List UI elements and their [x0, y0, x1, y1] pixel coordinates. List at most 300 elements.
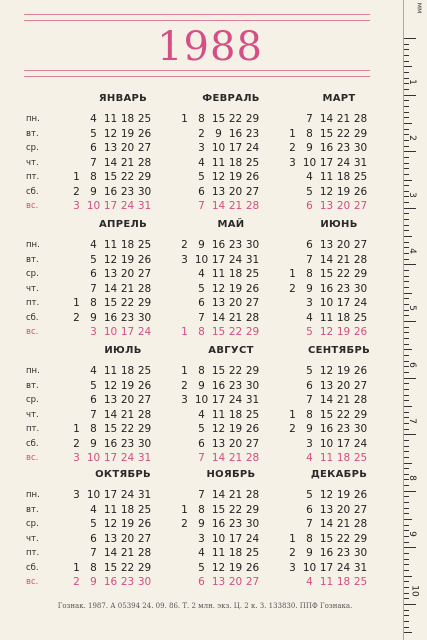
day-number: 16 [103, 311, 118, 324]
ruler-tick [404, 610, 409, 611]
day-number: 22 [228, 326, 243, 338]
day-number: 28 [353, 518, 368, 530]
ruler-number: 8 [406, 474, 417, 481]
weekday-label: чт. [26, 157, 39, 168]
day-number: 10 [86, 200, 101, 212]
day-number: 2 [73, 437, 80, 450]
ruler-tick [404, 496, 409, 497]
weekday-label: пт. [26, 298, 40, 308]
day-number: 26 [137, 518, 152, 530]
day-number: 21 [336, 253, 351, 266]
day-number: 7 [306, 253, 313, 266]
week-row [176, 561, 286, 576]
day-number: 17 [336, 437, 351, 450]
day-number: 15 [319, 408, 334, 421]
week-row [68, 364, 178, 379]
day-number: 14 [103, 156, 118, 169]
day-number: 11 [211, 408, 226, 421]
day-number: 4 [198, 268, 205, 280]
day-number: 10 [319, 297, 334, 309]
ruler-unit: мм [415, 2, 424, 14]
day-number: 9 [198, 239, 205, 251]
day-number: 4 [90, 239, 97, 251]
day-number: 10 [319, 437, 334, 450]
weekday-labels [26, 112, 66, 214]
week-row [68, 127, 178, 142]
day-number: 29 [137, 171, 152, 183]
day-number: 5 [198, 282, 205, 295]
ruler-tick [404, 72, 409, 73]
day-number: 23 [228, 379, 243, 392]
day-number: 21 [120, 547, 135, 559]
week-row [68, 141, 178, 156]
day-number: 9 [306, 547, 313, 559]
day-number: 21 [336, 518, 351, 530]
week-row [284, 437, 394, 452]
week-row [284, 311, 394, 326]
day-number: 18 [336, 311, 351, 324]
month-block [68, 344, 178, 466]
day-number: 2 [73, 311, 80, 324]
day-number: 19 [228, 561, 243, 574]
week-row [284, 253, 394, 268]
day-number: 6 [306, 239, 313, 251]
day-number: 26 [245, 561, 260, 574]
day-number: 10 [211, 142, 226, 154]
month-name: МАЙ [217, 219, 245, 230]
day-number: 31 [245, 394, 260, 406]
day-number: 20 [336, 503, 351, 516]
day-number: 20 [228, 185, 243, 198]
day-number: 27 [137, 532, 152, 545]
day-number: 16 [228, 127, 243, 140]
day-number: 30 [137, 185, 152, 198]
week-row [284, 379, 394, 394]
ruler-tick [404, 315, 409, 316]
weekday-label: вт. [26, 380, 39, 391]
day-number: 27 [137, 394, 152, 406]
week-row [176, 282, 286, 297]
week-row [68, 575, 178, 590]
week-row [176, 141, 286, 156]
day-number: 23 [336, 547, 351, 559]
day-number: 26 [353, 185, 368, 198]
day-number: 8 [306, 268, 313, 280]
day-number: 12 [211, 282, 226, 295]
day-number: 8 [198, 503, 205, 516]
day-number: 8 [306, 408, 313, 421]
day-number: 20 [228, 576, 243, 588]
week-row [176, 156, 286, 171]
day-number: 23 [120, 437, 135, 450]
day-number: 15 [319, 127, 334, 140]
day-number: 22 [336, 127, 351, 140]
day-number: 14 [103, 282, 118, 295]
day-number: 2 [181, 518, 188, 530]
ruler-tick [404, 383, 409, 384]
weekday-label: сб. [26, 186, 39, 197]
day-number: 3 [289, 156, 296, 169]
month-block [284, 344, 394, 466]
day-number: 9 [198, 518, 205, 530]
day-number: 5 [90, 127, 97, 140]
ruler-tick [404, 344, 409, 345]
day-number: 15 [211, 113, 226, 125]
day-number: 12 [319, 185, 334, 198]
week-row [176, 379, 286, 394]
day-number: 5 [198, 171, 205, 183]
day-number: 11 [211, 547, 226, 559]
day-number: 17 [336, 297, 351, 309]
day-number: 22 [228, 113, 243, 125]
ruler-tick [404, 615, 409, 616]
week-row [176, 422, 286, 437]
day-number: 25 [137, 239, 152, 251]
ruler-tick [404, 123, 412, 124]
day-number: 4 [198, 547, 205, 559]
month-block [176, 218, 286, 340]
day-number: 17 [319, 156, 334, 169]
day-number: 18 [336, 452, 351, 464]
day-number: 3 [73, 200, 80, 212]
day-number: 16 [319, 547, 334, 559]
ruler-tick [404, 168, 409, 169]
month-name: ИЮНЬ [320, 219, 358, 230]
ruler-tick [404, 632, 412, 633]
top-rule [24, 14, 370, 15]
day-number: 3 [306, 437, 313, 450]
ruler-tick [404, 547, 416, 548]
day-number: 29 [245, 503, 260, 516]
ruler-tick [404, 576, 412, 577]
week-row [176, 127, 286, 142]
day-number: 5 [306, 489, 313, 501]
month-block [176, 344, 286, 466]
weekday-labels [26, 364, 66, 466]
ruler-tick [404, 270, 409, 271]
day-number: 17 [211, 253, 226, 266]
day-number: 16 [211, 239, 226, 251]
ruler-tick [404, 513, 409, 514]
ruler-tick [404, 219, 409, 220]
day-number: 24 [336, 561, 351, 574]
day-number: 23 [336, 142, 351, 154]
day-number: 15 [103, 561, 118, 574]
day-number: 21 [120, 282, 135, 295]
day-number: 17 [103, 452, 118, 464]
day-number: 20 [228, 297, 243, 309]
weekday-label: сб. [26, 438, 39, 449]
day-number: 6 [90, 394, 97, 406]
ruler-tick [404, 100, 409, 101]
day-number: 29 [353, 532, 368, 545]
ruler-tick [404, 213, 409, 214]
week-row [284, 393, 394, 408]
ruler-tick [404, 208, 416, 209]
ruler-tick [404, 412, 409, 413]
day-number: 19 [228, 423, 243, 435]
day-number: 29 [353, 127, 368, 140]
day-number: 31 [353, 156, 368, 169]
day-number: 22 [120, 423, 135, 435]
day-number: 15 [103, 297, 118, 309]
week-row [176, 546, 286, 561]
ruler-tick [404, 276, 409, 277]
day-number: 20 [336, 379, 351, 392]
ruler-tick [404, 372, 409, 373]
day-number: 26 [245, 423, 260, 435]
day-number: 11 [319, 576, 334, 588]
weekday-label: вт. [26, 128, 39, 139]
day-number: 14 [319, 113, 334, 125]
ruler-tick [404, 378, 416, 379]
ruler-tick [404, 564, 409, 565]
day-number: 23 [336, 282, 351, 295]
day-number: 10 [194, 253, 209, 266]
week-row [68, 561, 178, 576]
day-number: 28 [137, 547, 152, 559]
week-row [284, 112, 394, 127]
day-number: 2 [181, 379, 188, 392]
week-row [176, 517, 286, 532]
week-row [284, 325, 394, 340]
day-number: 5 [306, 326, 313, 338]
day-number: 5 [198, 561, 205, 574]
weekday-label: пн. [26, 366, 40, 376]
day-number: 11 [211, 268, 226, 280]
day-number: 24 [120, 489, 135, 501]
ruler [403, 0, 427, 640]
day-number: 1 [289, 268, 296, 280]
day-number: 6 [198, 185, 205, 198]
day-number: 1 [289, 408, 296, 421]
day-number: 27 [353, 239, 368, 251]
day-number: 15 [103, 423, 118, 435]
day-number: 3 [181, 394, 188, 406]
ruler-number: 10 [409, 585, 420, 597]
day-number: 14 [319, 518, 334, 530]
month-block [284, 468, 394, 590]
day-number: 8 [90, 423, 97, 435]
day-number: 6 [306, 379, 313, 392]
month-block [284, 92, 394, 214]
weekday-label: ср. [26, 269, 39, 279]
ruler-tick [404, 570, 409, 571]
ruler-tick [404, 406, 412, 407]
day-number: 3 [289, 561, 296, 574]
ruler-tick [404, 298, 409, 299]
day-number: 22 [336, 532, 351, 545]
weekday-label: вт. [26, 254, 39, 265]
week-row [176, 170, 286, 185]
day-number: 9 [90, 311, 97, 324]
day-number: 13 [211, 185, 226, 198]
ruler-tick [404, 157, 409, 158]
day-number: 7 [198, 311, 205, 324]
day-number: 2 [73, 185, 80, 198]
day-number: 3 [198, 142, 205, 154]
ruler-tick [404, 202, 409, 203]
day-number: 16 [211, 518, 226, 530]
weekday-label: пн. [26, 240, 40, 250]
day-number: 30 [245, 379, 260, 392]
month-block [68, 218, 178, 340]
day-number: 19 [120, 253, 135, 266]
day-number: 29 [353, 408, 368, 421]
week-row [284, 127, 394, 142]
day-number: 15 [211, 503, 226, 516]
day-number: 28 [353, 394, 368, 406]
ruler-tick [404, 163, 409, 164]
day-number: 26 [245, 282, 260, 295]
day-number: 18 [120, 503, 135, 516]
ruler-tick [404, 581, 409, 582]
week-row [68, 325, 178, 340]
day-number: 2 [289, 547, 296, 559]
ruler-tick [404, 38, 416, 39]
day-number: 19 [336, 365, 351, 377]
day-number: 2 [73, 576, 80, 588]
day-number: 14 [319, 394, 334, 406]
day-number: 28 [353, 113, 368, 125]
weekday-label: вт. [26, 504, 39, 515]
month-name: АВГУСТ [208, 345, 254, 356]
week-row [284, 408, 394, 423]
day-number: 7 [90, 408, 97, 421]
day-number: 18 [228, 408, 243, 421]
day-number: 8 [90, 561, 97, 574]
day-number: 28 [137, 282, 152, 295]
day-number: 29 [245, 365, 260, 377]
day-number: 28 [245, 489, 260, 501]
ruler-tick [404, 327, 409, 328]
weekday-label: чт. [26, 409, 39, 420]
day-number: 12 [211, 171, 226, 183]
day-number: 1 [73, 561, 80, 574]
week-row [68, 112, 178, 127]
day-number: 5 [306, 365, 313, 377]
year-title: 1988 [157, 24, 263, 70]
day-number: 23 [245, 127, 260, 140]
day-number: 19 [336, 326, 351, 338]
day-number: 2 [181, 239, 188, 251]
day-number: 7 [198, 489, 205, 501]
week-row [176, 575, 286, 590]
day-number: 1 [73, 171, 80, 183]
day-number: 21 [228, 489, 243, 501]
day-number: 24 [228, 394, 243, 406]
header-rule [24, 76, 370, 77]
day-number: 30 [137, 437, 152, 450]
week-row [176, 253, 286, 268]
ruler-tick [404, 242, 409, 243]
week-row [284, 238, 394, 253]
week-row [176, 451, 286, 466]
month-name: ЯНВАРЬ [98, 93, 148, 104]
day-number: 27 [353, 379, 368, 392]
week-row [176, 238, 286, 253]
day-number: 5 [90, 253, 97, 266]
ruler-tick [404, 457, 409, 458]
day-number: 1 [181, 503, 188, 516]
week-row [68, 199, 178, 214]
ruler-tick [404, 89, 409, 90]
week-row [176, 199, 286, 214]
day-number: 26 [353, 489, 368, 501]
weekday-label: чт. [26, 283, 39, 294]
ruler-number: 2 [406, 135, 417, 142]
week-row [176, 325, 286, 340]
week-row [68, 451, 178, 466]
week-row [284, 517, 394, 532]
day-number: 24 [336, 156, 351, 169]
weekday-label: вс. [26, 327, 39, 337]
day-number: 28 [245, 200, 260, 212]
day-number: 20 [120, 532, 135, 545]
day-number: 6 [90, 142, 97, 154]
ruler-tick [404, 117, 409, 118]
day-number: 27 [137, 268, 152, 280]
day-number: 24 [120, 200, 135, 212]
ruler-tick [404, 598, 409, 599]
ruler-tick [404, 587, 409, 588]
week-row [284, 561, 394, 576]
ruler-tick [404, 225, 409, 226]
ruler-tick [404, 627, 409, 628]
ruler-tick [404, 355, 409, 356]
day-number: 16 [103, 437, 118, 450]
day-number: 30 [353, 142, 368, 154]
week-row [284, 296, 394, 311]
day-number: 12 [103, 127, 118, 140]
week-row [284, 199, 394, 214]
ruler-tick [404, 281, 409, 282]
ruler-tick [404, 525, 409, 526]
week-row [68, 408, 178, 423]
weekday-label: сб. [26, 562, 39, 573]
ruler-tick [404, 502, 409, 503]
day-number: 9 [306, 423, 313, 435]
month-block [284, 218, 394, 340]
day-number: 12 [211, 423, 226, 435]
week-row [284, 170, 394, 185]
day-number: 4 [306, 452, 313, 464]
day-number: 1 [181, 365, 188, 377]
day-number: 4 [198, 156, 205, 169]
ruler-tick [404, 236, 412, 237]
weekday-label: пт. [26, 424, 40, 434]
week-row [176, 532, 286, 547]
week-row [284, 422, 394, 437]
ruler-tick [404, 338, 409, 339]
ruler-tick [404, 593, 409, 594]
day-number: 8 [198, 326, 205, 338]
day-number: 9 [306, 282, 313, 295]
day-number: 20 [120, 268, 135, 280]
ruler-tick [404, 468, 409, 469]
day-number: 31 [137, 452, 152, 464]
week-row [68, 546, 178, 561]
day-number: 20 [120, 142, 135, 154]
ruler-tick [404, 621, 409, 622]
day-number: 6 [198, 576, 205, 588]
day-number: 14 [211, 311, 226, 324]
day-number: 13 [211, 297, 226, 309]
day-number: 21 [120, 408, 135, 421]
day-number: 15 [211, 326, 226, 338]
weekday-label: чт. [26, 533, 39, 544]
ruler-tick [404, 491, 416, 492]
